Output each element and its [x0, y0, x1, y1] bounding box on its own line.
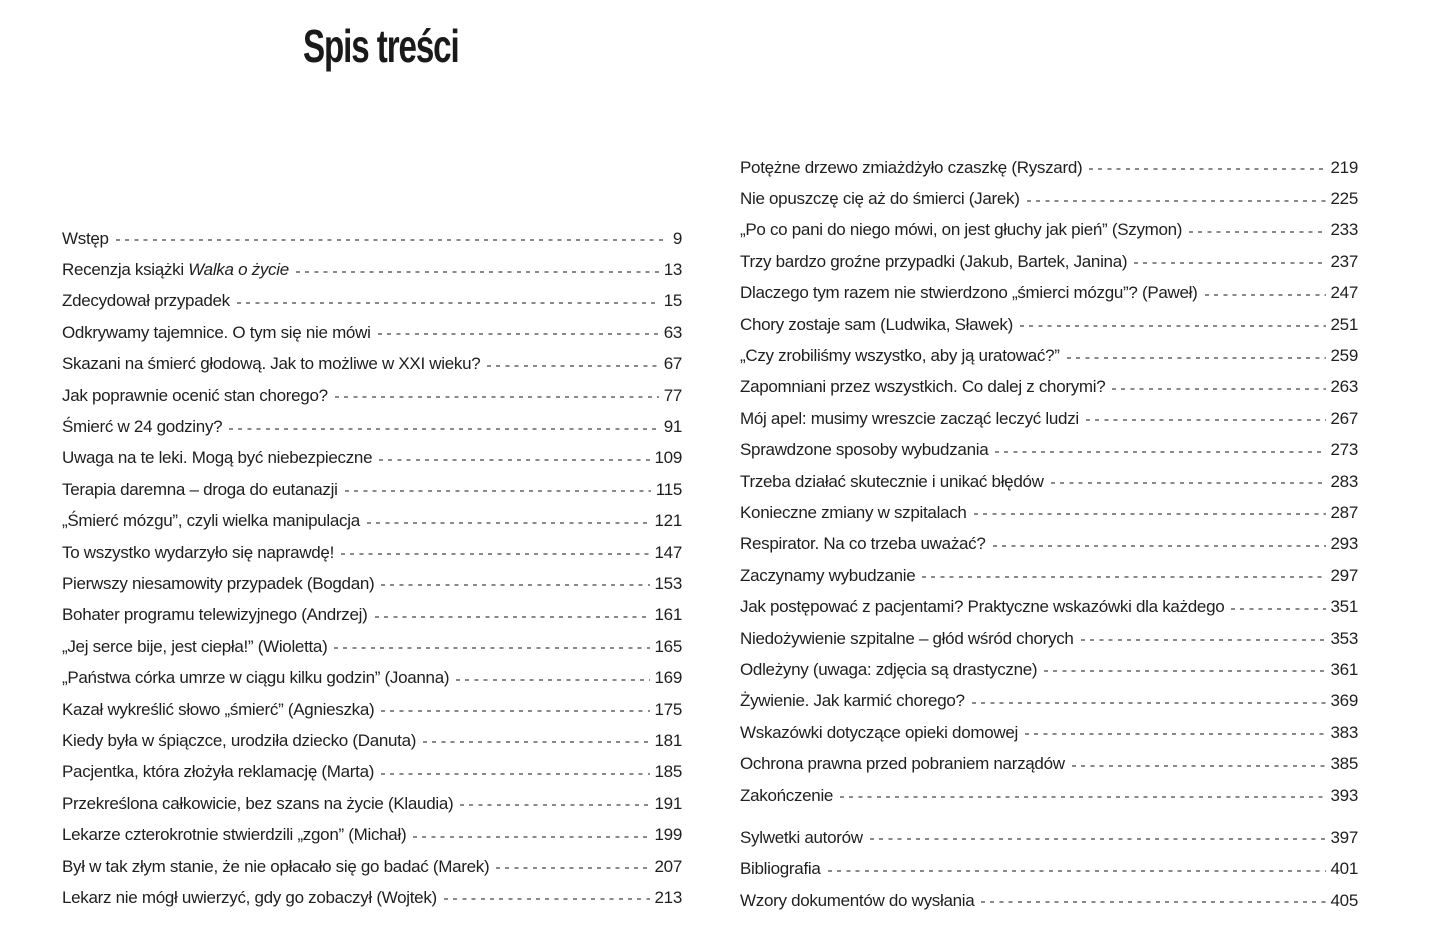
toc-entry	[62, 882, 682, 913]
toc-entry-title: Potężne drzewo zmiażdżyło czaszkę (Ryszard)	[740, 157, 1083, 177]
toc-entry	[62, 568, 682, 599]
toc-entry	[740, 152, 1358, 183]
toc-entry-page-number: 15	[663, 291, 682, 311]
toc-entry	[740, 497, 1358, 528]
dash-leader	[381, 773, 649, 775]
toc-entry	[62, 349, 682, 380]
dash-leader	[1067, 357, 1326, 359]
toc-entry	[62, 474, 682, 505]
toc-entry-page-number: 385	[1330, 754, 1358, 774]
toc-entry-page-number: 13	[663, 260, 682, 280]
dash-leader	[456, 679, 649, 681]
dash-leader	[993, 545, 1326, 547]
toc-entry	[740, 560, 1358, 591]
toc-entry-title: Pierwszy niesamowity przypadek (Bogdan)	[62, 573, 375, 593]
toc-entry-page-number: 147	[654, 542, 682, 562]
dash-leader	[496, 867, 649, 869]
dash-leader	[345, 490, 651, 492]
toc-entry-page-number: 213	[654, 887, 682, 907]
toc-column-left	[62, 223, 682, 914]
dash-leader	[1020, 325, 1326, 327]
toc-entry-title: Żywienie. Jak karmić chorego?	[740, 691, 965, 711]
toc-entry	[740, 529, 1358, 560]
toc-entry-title: Mój apel: musimy wreszcie zacząć leczyć ludzi	[740, 408, 1079, 428]
toc-entry-page-number: 351	[1330, 597, 1358, 617]
toc-entry-title: Zdecydował przypadek	[62, 291, 230, 311]
toc-entry	[740, 215, 1358, 246]
toc-column-right	[740, 152, 1358, 916]
dash-leader	[1051, 482, 1326, 484]
dash-leader	[1072, 765, 1326, 767]
toc-entry-page-number: 109	[654, 448, 682, 468]
toc-entry	[740, 591, 1358, 622]
dash-leader	[1027, 200, 1326, 202]
toc-entry	[740, 885, 1358, 916]
toc-entry-title: Ochrona prawna przed pobraniem narządów	[740, 754, 1065, 774]
dash-leader	[840, 796, 1325, 798]
toc-entry	[740, 717, 1358, 748]
toc-entry-page-number: 63	[663, 322, 682, 342]
toc-entry	[62, 317, 682, 348]
toc-entry-title: „Po co pani do niego mówi, on jest głuchy jak pień” (Szymon)	[740, 220, 1183, 240]
toc-entry-title: „Czy zrobiliśmy wszystko, aby ją uratować?”	[740, 346, 1060, 366]
toc-entry	[740, 309, 1358, 340]
dash-leader	[1205, 294, 1326, 296]
toc-entry-page-number: 115	[655, 479, 682, 499]
toc-entry	[740, 654, 1358, 685]
toc-entry-title: Odkrywamy tajemnice. O tym się nie mówi	[62, 322, 371, 342]
toc-entry-title: Lekarze czterokrotnie stwierdzili „zgon” (Michał)	[62, 825, 407, 845]
toc-entry-title: Kiedy była w śpiączce, urodziła dziecko (Danuta)	[62, 730, 417, 750]
toc-entry-title: Sylwetki autorów	[740, 827, 863, 847]
toc-entry	[740, 780, 1358, 811]
toc-entry	[740, 246, 1358, 277]
toc-entry-title: „Śmierć mózgu”, czyli wielka manipulacja	[62, 511, 360, 531]
dash-leader	[341, 553, 650, 555]
toc-entry-page-number: 91	[663, 417, 682, 437]
toc-entry	[62, 662, 682, 693]
dash-leader	[1044, 670, 1325, 672]
dash-leader	[460, 804, 649, 806]
toc-entry-title: Trzy bardzo groźne przypadki (Jakub, Bartek, Janina)	[740, 251, 1128, 271]
toc-entry-title: To wszystko wydarzyło się naprawdę!	[62, 542, 335, 562]
dash-leader	[444, 898, 650, 900]
toc-entry-page-number: 161	[654, 605, 682, 625]
toc-entry-title: Wskazówki dotyczące opieki domowej	[740, 722, 1018, 742]
toc-entry-page-number: 251	[1330, 314, 1358, 334]
toc-entry	[62, 223, 682, 254]
dash-leader	[381, 710, 649, 712]
toc-entry-title: Uwaga na te leki. Mogą być niebezpieczne	[62, 448, 373, 468]
toc-entry	[62, 411, 682, 442]
toc-entry	[62, 851, 682, 882]
toc-entry-title: Chory zostaje sam (Ludwika, Sławek)	[740, 314, 1013, 334]
toc-entry-page-number: 263	[1330, 377, 1358, 397]
toc-entry	[62, 443, 682, 474]
toc-entry-page-number: 199	[654, 825, 682, 845]
dash-leader	[381, 584, 649, 586]
toc-entry	[62, 725, 682, 756]
toc-entry-page-number: 175	[654, 699, 682, 719]
toc-entry	[740, 748, 1358, 779]
toc-entry	[62, 537, 682, 568]
toc-entry-title: Pacjentka, która złożyła reklamację (Marta)	[62, 762, 375, 782]
toc-entry-page-number: 293	[1330, 534, 1358, 554]
toc-entry-page-number: 297	[1330, 565, 1358, 585]
dash-leader	[1231, 608, 1325, 610]
toc-entry-page-number: 225	[1330, 189, 1358, 209]
toc-entry-title: Terapia daremna – droga do eutanazji	[62, 479, 338, 499]
toc-entry	[740, 686, 1358, 717]
toc-entry-title: Dlaczego tym razem nie stwierdzono „śmierci mózgu”? (Paweł)	[740, 283, 1198, 303]
toc-entry-page-number: 397	[1330, 827, 1358, 847]
toc-entry-page-number: 283	[1330, 471, 1358, 491]
toc-entry	[740, 183, 1358, 214]
toc-entry	[62, 600, 682, 631]
toc-entry-title: Wstęp	[62, 228, 109, 248]
toc-entry-page-number: 361	[1330, 659, 1358, 679]
toc-entry-page-number: 67	[663, 354, 682, 374]
toc-entry-title: Lekarz nie mógł uwierzyć, gdy go zobaczył (Wojtek)	[62, 887, 437, 907]
toc-entry-page-number: 259	[1330, 346, 1358, 366]
dash-leader	[1025, 733, 1326, 735]
toc-entry-page-number: 393	[1330, 785, 1358, 805]
toc-entry-page-number: 383	[1330, 722, 1358, 742]
toc-entry-title: Jak postępować z pacjentami? Praktyczne wskazówki dla każdego	[740, 597, 1225, 617]
toc-entry	[740, 403, 1358, 434]
dash-leader	[413, 836, 649, 838]
toc-entry	[62, 254, 682, 285]
toc-entry-page-number: 207	[654, 856, 682, 876]
toc-entry-title: Odleżyny (uwaga: zdjęcia są drastyczne)	[740, 659, 1038, 679]
dash-leader	[1189, 231, 1325, 233]
toc-entry-page-number: 405	[1330, 890, 1358, 910]
dash-leader	[922, 576, 1325, 578]
dash-leader	[423, 741, 649, 743]
dash-leader	[1086, 419, 1326, 421]
dash-leader	[378, 333, 659, 335]
dash-leader	[1089, 168, 1325, 170]
toc-entry	[62, 819, 682, 850]
toc-entry	[740, 372, 1358, 403]
toc-entry-page-number: 153	[654, 573, 682, 593]
toc-entry-title: Jak poprawnie ocenić stan chorego?	[62, 385, 328, 405]
toc-entry-title: Trzeba działać skutecznie i unikać błędów	[740, 471, 1044, 491]
dash-leader	[972, 702, 1326, 704]
toc-entry-page-number: 169	[654, 668, 682, 688]
dash-leader	[487, 365, 658, 367]
toc-entry-page-number: 237	[1330, 251, 1358, 271]
dash-leader	[1134, 262, 1325, 264]
toc-entry-title: Śmierć w 24 godziny?	[62, 417, 223, 437]
toc-entry-title: Zaczynamy wybudzanie	[740, 565, 916, 585]
toc-entry-page-number: 219	[1330, 157, 1358, 177]
toc-entry-title: Konieczne zmiany w szpitalach	[740, 502, 967, 522]
toc-entry	[62, 694, 682, 725]
dash-leader	[828, 870, 1326, 872]
toc-entry-title: Zapomniani przez wszystkich. Co dalej z chorymi?	[740, 377, 1106, 397]
dash-leader	[974, 513, 1326, 515]
toc-entry-title: Przekreślona całkowicie, bez szans na życie (Klaudia)	[62, 793, 454, 813]
dash-leader	[334, 647, 649, 649]
toc-entry-title: „Jej serce bije, jest ciepła!” (Wioletta)	[62, 636, 328, 656]
toc-entry-page-number: 287	[1330, 502, 1358, 522]
toc-entry-title: Niedożywienie szpitalne – głód wśród chorych	[740, 628, 1074, 648]
toc-entry-page-number: 191	[654, 793, 682, 813]
toc-entry-page-number: 121	[654, 511, 682, 531]
toc-entry-title: Sprawdzone sposoby wybudzania	[740, 440, 989, 460]
toc-entry-page-number: 181	[654, 730, 682, 750]
toc-entry	[740, 435, 1358, 466]
toc-entry-page-number: 233	[1330, 220, 1358, 240]
toc-entry-page-number: 247	[1330, 283, 1358, 303]
dash-leader	[1112, 388, 1325, 390]
toc-entry-page-number: 185	[654, 762, 682, 782]
toc-entry-title: Bohater programu telewizyjnego (Andrzej)	[62, 605, 368, 625]
toc-entry-title: Nie opuszczę cię aż do śmierci (Jarek)	[740, 189, 1020, 209]
toc-entry-page-number: 273	[1330, 440, 1358, 460]
dash-leader	[1081, 639, 1326, 641]
toc-entry-title: Wzory dokumentów do wysłania	[740, 890, 975, 910]
toc-entry	[740, 466, 1358, 497]
dash-leader	[995, 451, 1325, 453]
toc-entry-page-number: 401	[1330, 859, 1358, 879]
dash-leader	[367, 522, 650, 524]
toc-entry-page-number: 353	[1330, 628, 1358, 648]
toc-entry	[62, 286, 682, 317]
toc-entry	[740, 623, 1358, 654]
dash-leader	[229, 428, 658, 430]
dash-leader	[981, 901, 1325, 903]
toc-entry	[62, 757, 682, 788]
toc-entry	[740, 854, 1358, 885]
toc-entry	[740, 822, 1358, 853]
dash-leader	[375, 616, 650, 618]
toc-entry	[62, 506, 682, 537]
toc-entry-title: Kazał wykreślić słowo „śmierć” (Agnieszka)	[62, 699, 375, 719]
toc-entry	[740, 278, 1358, 309]
dash-leader	[296, 271, 659, 273]
toc-entry-title: Skazani na śmierć głodową. Jak to możliwe w XXI wieku?	[62, 354, 481, 374]
toc-entry	[62, 631, 682, 662]
toc-entry-title: Recenzja książki Walka o życie	[62, 260, 289, 280]
toc-entry-title: Był w tak złym stanie, że nie opłacało się go badać (Marek)	[62, 856, 490, 876]
toc-entry-page-number: 9	[672, 228, 682, 248]
toc-entry	[62, 788, 682, 819]
dash-leader	[379, 459, 649, 461]
toc-entry-title: Zakończenie	[740, 785, 834, 805]
toc-entry	[740, 340, 1358, 371]
toc-entry-title: Respirator. Na co trzeba uważać?	[740, 534, 986, 554]
page-title: Spis treści	[303, 20, 459, 72]
toc-entry-title: „Państwa córka umrze w ciągu kilku godzin” (Joanna)	[62, 668, 450, 688]
toc-entry-title: Bibliografia	[740, 859, 821, 879]
dash-leader	[237, 302, 659, 304]
toc-entry	[62, 380, 682, 411]
dash-leader	[335, 396, 659, 398]
toc-entry-page-number: 77	[663, 385, 682, 405]
toc-entry-page-number: 165	[654, 636, 682, 656]
dash-leader	[870, 838, 1326, 840]
toc-entry-page-number: 267	[1330, 408, 1358, 428]
toc-entry-page-number: 369	[1330, 691, 1358, 711]
dash-leader	[116, 239, 668, 241]
